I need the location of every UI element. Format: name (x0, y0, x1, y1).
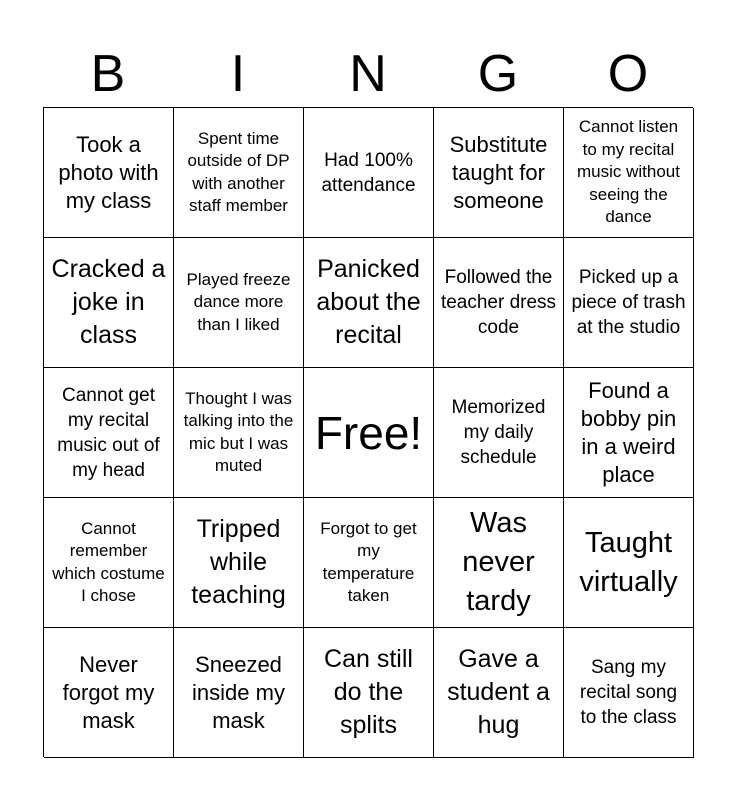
bingo-cell[interactable] (564, 368, 694, 498)
bingo-cell[interactable] (434, 108, 564, 238)
bingo-cell[interactable] (434, 628, 564, 758)
header-letter-o: O (607, 45, 649, 103)
cell-text: Followed the teacher dress code (440, 267, 557, 338)
bingo-cell[interactable] (304, 108, 434, 238)
bingo-cell[interactable] (304, 238, 434, 368)
header-letter-g: G (477, 45, 519, 103)
bingo-cell[interactable] (564, 238, 694, 368)
cell-text: Was never tardy (462, 507, 535, 617)
bingo-grid (43, 107, 693, 757)
free-space-cell[interactable] (304, 368, 434, 498)
cell-text: Substitute taught for someone (449, 131, 548, 213)
cell-text: Cannot remember which costume I chose (52, 518, 165, 605)
bingo-header (43, 40, 693, 108)
cell-text: Had 100% attendance (321, 149, 416, 196)
cell-text: Cannot listen to my recital music without seeing the dance (577, 117, 680, 227)
cell-text: Can still do the splits (324, 645, 413, 739)
bingo-cell[interactable] (564, 108, 694, 238)
header-letter-i: I (230, 45, 246, 103)
cell-text: Thought I was talking into the mic but I was muted (183, 388, 294, 475)
cell-text: Found a bobby pin in a weird place (580, 377, 677, 487)
bingo-cell[interactable] (174, 498, 304, 628)
bingo-cell[interactable] (44, 238, 174, 368)
bingo-cell[interactable] (44, 498, 174, 628)
cell-text: Panicked about the recital (316, 255, 421, 349)
cell-text: Sneezed inside my mask (192, 651, 285, 733)
bingo-cell[interactable] (174, 368, 304, 498)
bingo-cell[interactable] (174, 238, 304, 368)
cell-text: Spent time outside of DP with another staff member (187, 128, 290, 215)
cell-text: Cannot get my recital music out of my head (57, 384, 160, 481)
bingo-cell[interactable] (44, 628, 174, 758)
bingo-cell[interactable] (174, 628, 304, 758)
cell-text: Free! (314, 406, 423, 459)
cell-text: Sang my recital song to the class (579, 657, 678, 728)
cell-text: Memorized my daily schedule (451, 397, 546, 468)
cell-text: Picked up a piece of trash at the studio (571, 267, 686, 338)
bingo-cell[interactable] (564, 628, 694, 758)
bingo-cell[interactable] (174, 108, 304, 238)
header-letter-b: B (90, 45, 126, 103)
cell-text: Never forgot my mask (62, 651, 155, 733)
bingo-cell[interactable] (434, 238, 564, 368)
cell-text: Took a photo with my class (58, 131, 159, 213)
bingo-cell[interactable] (434, 498, 564, 628)
bingo-cell[interactable] (44, 108, 174, 238)
cell-text: Gave a student a hug (447, 645, 550, 739)
bingo-cell[interactable] (304, 498, 434, 628)
bingo-cell[interactable] (44, 368, 174, 498)
bingo-cell[interactable] (564, 498, 694, 628)
cell-text: Forgot to get my temperature taken (320, 518, 417, 605)
cell-text: Cracked a joke in class (51, 255, 166, 349)
bingo-cell[interactable] (304, 628, 434, 758)
cell-text: Taught virtually (579, 526, 678, 598)
cell-text: Tripped while teaching (191, 515, 286, 609)
bingo-cell[interactable] (434, 368, 564, 498)
header-letter-n: N (349, 45, 387, 103)
cell-text: Played freeze dance more than I liked (186, 269, 291, 334)
